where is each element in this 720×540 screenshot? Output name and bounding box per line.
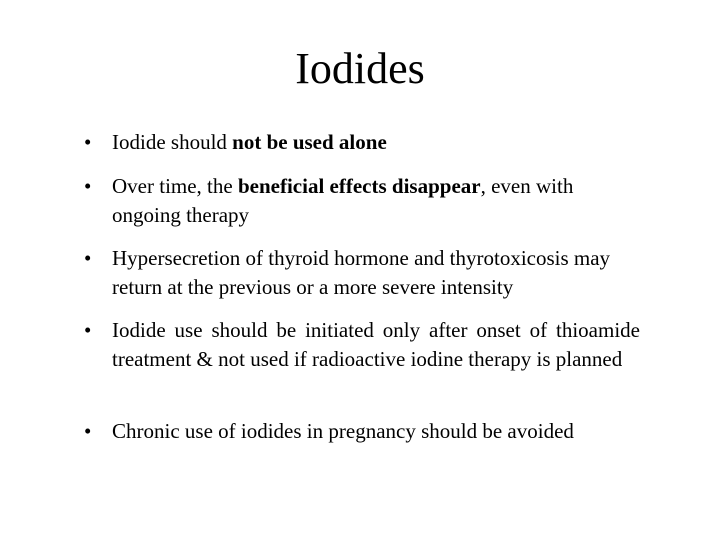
bullet-icon: • xyxy=(84,318,92,342)
bullet-icon: • xyxy=(84,174,92,198)
bullet-text-part: Chronic use of iodides in pregnancy should be avoided xyxy=(112,419,574,443)
bullet-text xyxy=(112,316,640,373)
bullet-item-3 xyxy=(84,244,640,301)
bullet-text xyxy=(112,244,640,301)
bullet-icon: • xyxy=(84,246,92,270)
slide-title: Iodides xyxy=(295,44,425,93)
bullet-text-emphasis: beneficial effects disappear xyxy=(237,174,481,198)
bullet-icon: • xyxy=(84,130,92,154)
bullet-text-emphasis: not be used alone xyxy=(232,130,387,154)
bullet-text xyxy=(112,172,640,229)
bullet-text-part: Hypersecretion of thyroid hormone and thyrotoxicosis may return at the previous or a more severe intensity xyxy=(112,246,611,299)
bullet-text-part: Over time, the xyxy=(112,174,238,198)
bullet-item-1 xyxy=(84,128,640,157)
bullet-text xyxy=(112,417,640,446)
bullet-text-part: Iodide use should be initiated only after onset of thioamide treatment & not used if radioactive iodine therapy is planned xyxy=(112,318,640,371)
bullet-text-part: Iodide should xyxy=(112,130,233,154)
bullet-item-4 xyxy=(84,316,640,373)
bullet-icon: • xyxy=(84,419,92,443)
bullet-item-2 xyxy=(84,172,640,229)
bullet-item-5 xyxy=(84,417,640,446)
bullet-text-part: , even with ongoing therapy xyxy=(112,174,574,227)
bullet-text xyxy=(112,128,640,157)
